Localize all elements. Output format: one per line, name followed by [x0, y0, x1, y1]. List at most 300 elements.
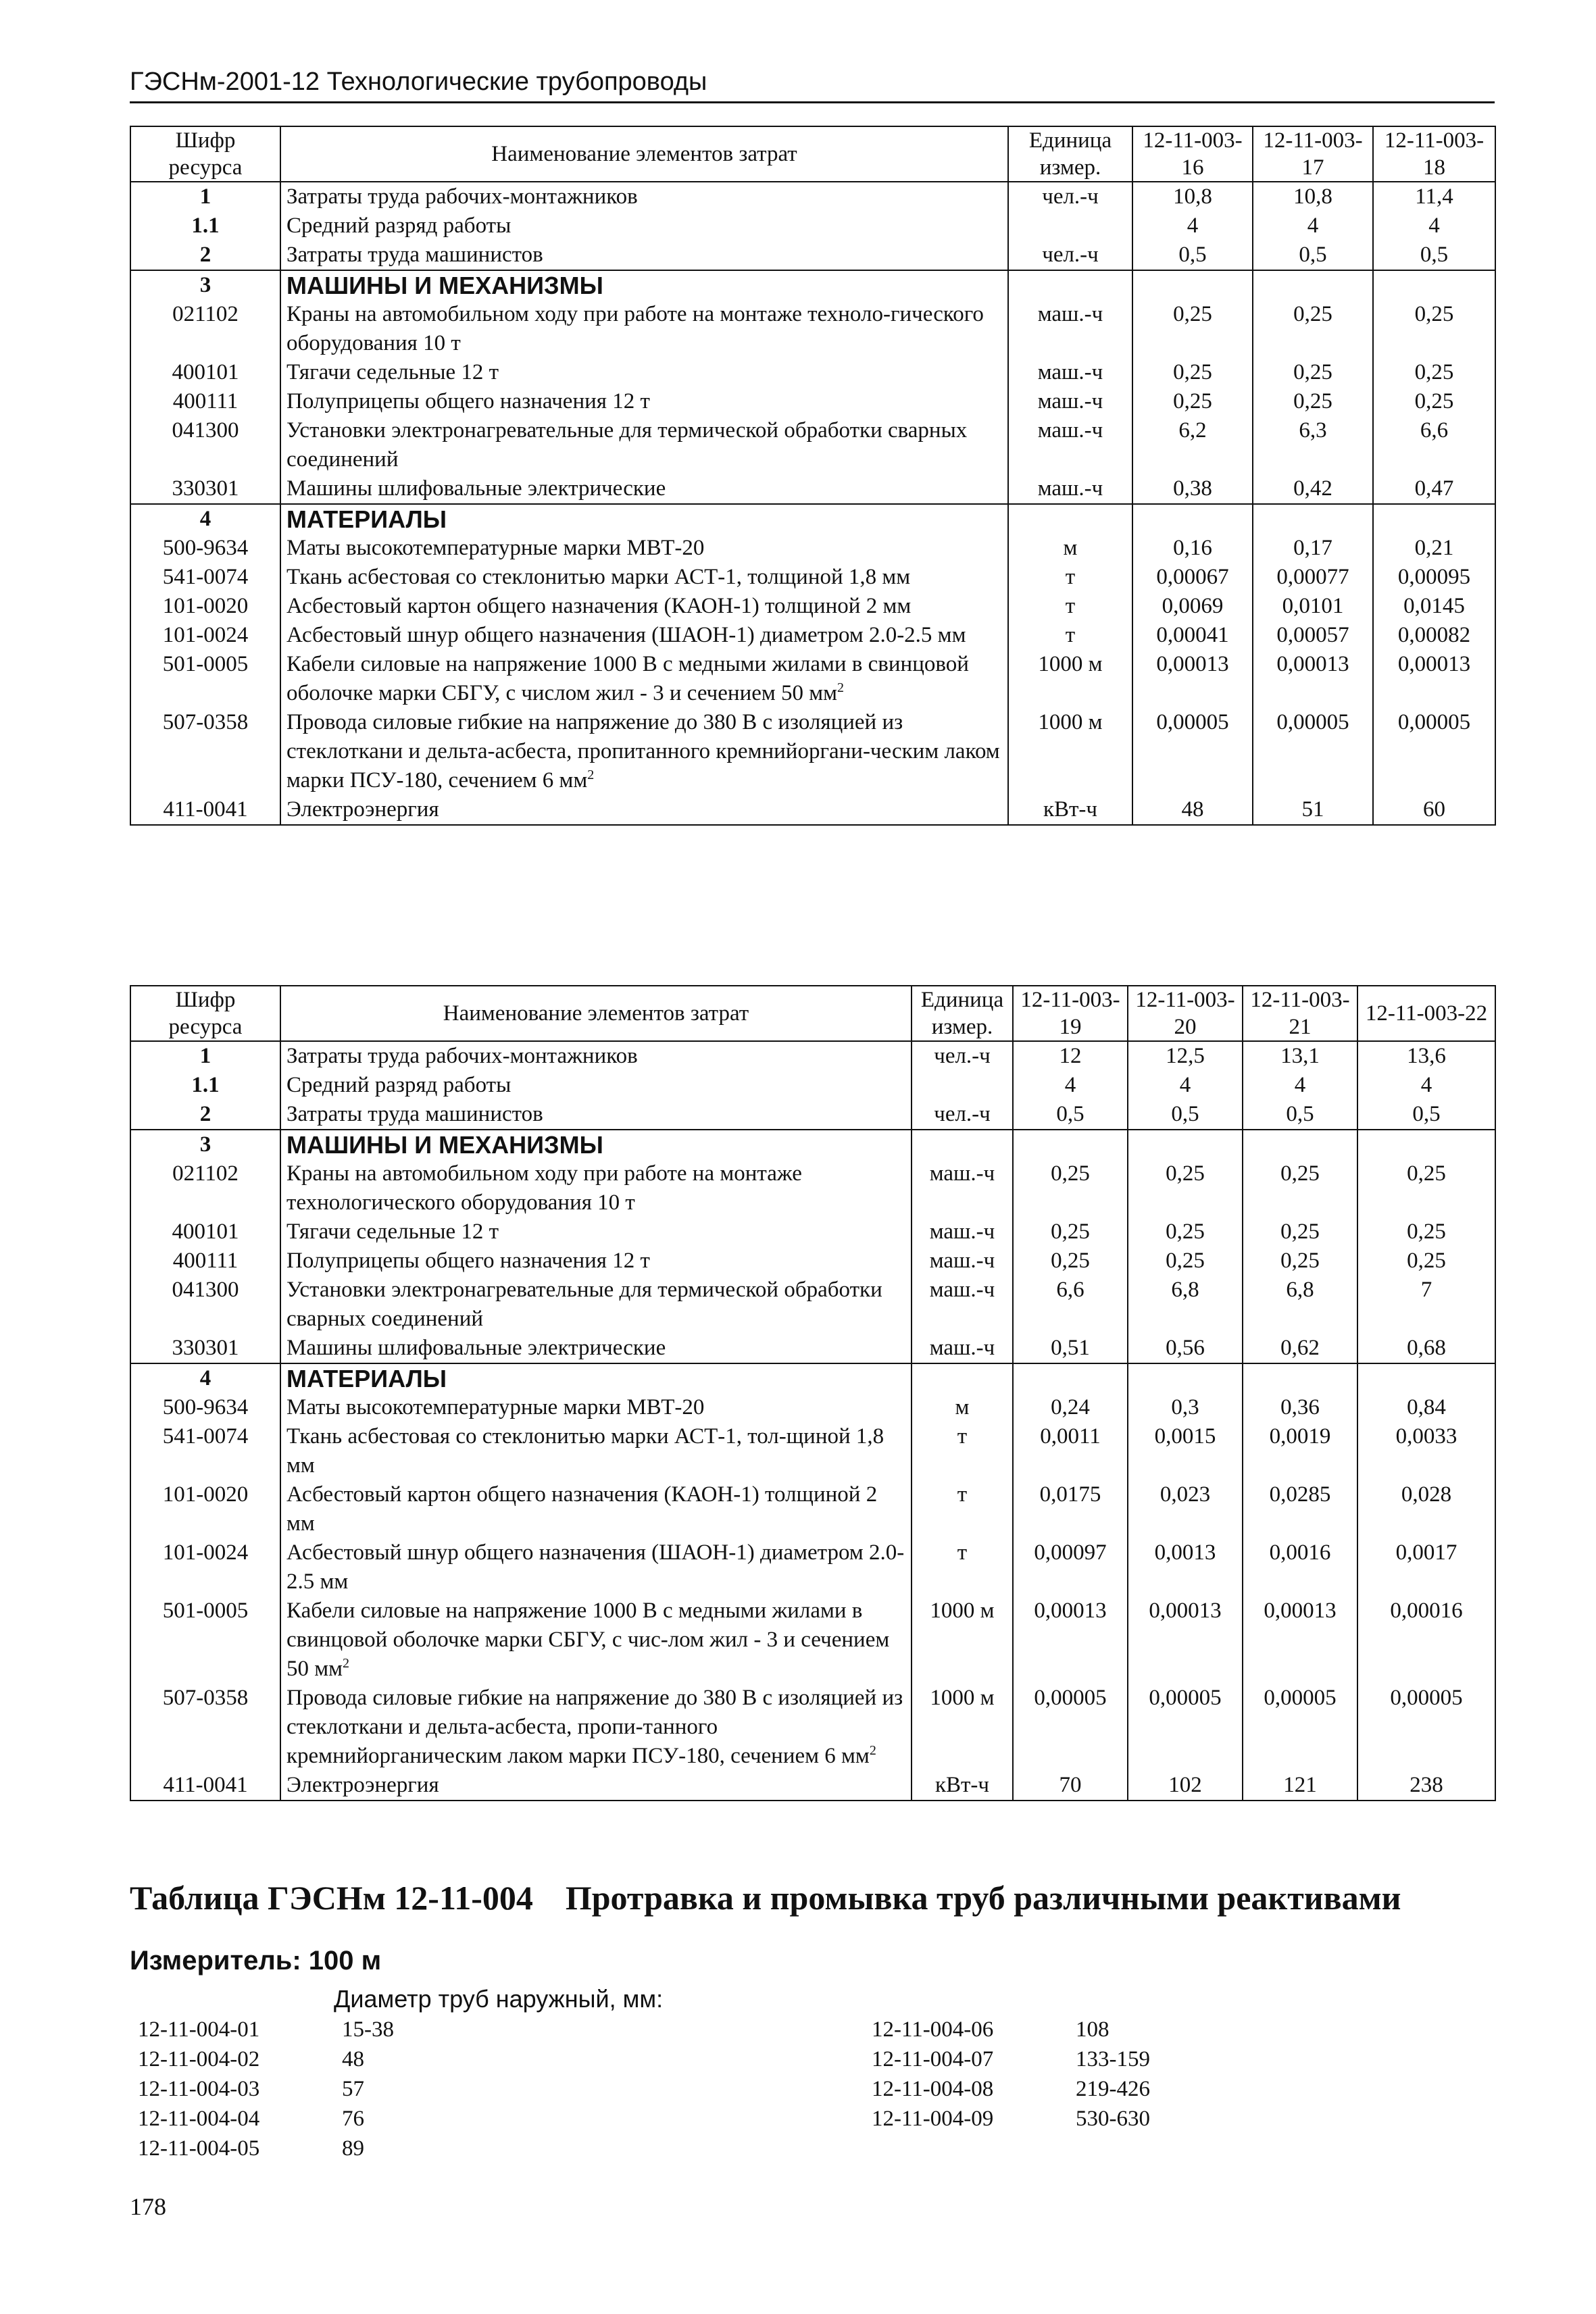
value-cell — [1253, 270, 1373, 300]
item-code: 12-11-004-09 — [872, 2107, 994, 2131]
value-cell: 0,25 — [1013, 1247, 1128, 1276]
resource-name-text: Затраты труда машинистов — [286, 1102, 543, 1126]
unit-cell — [1008, 270, 1132, 300]
value-cell — [1357, 1130, 1495, 1159]
unit-cell — [912, 1130, 1013, 1159]
item-code: 12-11-004-08 — [872, 2077, 994, 2101]
resource-code: 041300 — [130, 416, 280, 474]
value-cell: 4 — [1373, 211, 1495, 241]
unit-cell: маш.-ч — [1008, 416, 1132, 474]
table-row — [130, 1217, 1495, 1247]
resource-name-text: Машины шлифовальные электрические — [286, 1336, 666, 1360]
resource-name-text: Ткань асбестовая со стеклонитью марки АСТ-1, толщиной 1,8 мм — [286, 565, 911, 589]
table-row — [130, 504, 1495, 534]
value-cell: 6,2 — [1132, 416, 1253, 474]
resource-name — [280, 621, 1008, 650]
unit-cell: т — [912, 1480, 1013, 1538]
resource-name-text: Краны на автомобильном ходу при работе на монтаже технологического оборудования 10 т — [286, 1161, 802, 1215]
header-rule — [130, 101, 1495, 103]
value-cell: 4 — [1357, 1071, 1495, 1100]
table-row — [130, 474, 1495, 504]
value-cell: 0,0069 — [1132, 592, 1253, 621]
value-cell: 12 — [1013, 1041, 1128, 1071]
resource-name-text: Затраты труда рабочих-монтажников — [286, 184, 638, 209]
value-cell: 0,25 — [1132, 387, 1253, 416]
unit-cell: маш.-ч — [912, 1334, 1013, 1363]
superscript: 2 — [343, 1656, 350, 1671]
resource-name-text: Асбестовый картон общего назначения (КАОН-1) толщиной 2 мм — [286, 594, 912, 618]
item-code: 12-11-004-04 — [138, 2107, 260, 2131]
value-cell: 0,00077 — [1253, 563, 1373, 592]
value-cell: 48 — [1132, 795, 1253, 825]
resource-code: 330301 — [130, 1334, 280, 1363]
resource-name-text: Маты высокотемпературные марки МВТ-20 — [286, 1395, 705, 1419]
resource-name-text: Затраты труда рабочих-монтажников — [286, 1044, 638, 1068]
value-cell: 4 — [1013, 1071, 1128, 1100]
value-cell: 0,62 — [1243, 1334, 1357, 1363]
value-cell: 11,4 — [1373, 182, 1495, 211]
unit-cell: кВт-ч — [1008, 795, 1132, 825]
unit-cell: т — [1008, 621, 1132, 650]
table-row — [130, 1684, 1495, 1771]
value-cell: 0,5 — [1013, 1100, 1128, 1130]
value-cell: 0,00005 — [1013, 1684, 1128, 1771]
table-body — [130, 182, 1495, 825]
resource-name — [280, 534, 1008, 563]
item-code: 12-11-004-05 — [138, 2136, 260, 2161]
value-cell — [1128, 1130, 1243, 1159]
table-row — [130, 1334, 1495, 1363]
resource-code: 507-0358 — [130, 708, 280, 795]
value-cell: 0,0015 — [1128, 1422, 1243, 1480]
resource-name — [280, 1480, 912, 1538]
resource-code: 541-0074 — [130, 563, 280, 592]
value-cell: 60 — [1373, 795, 1495, 825]
item-value: 57 — [342, 2077, 364, 2101]
section-title — [130, 1878, 1401, 1917]
header-col: 12-11-003-17 — [1253, 126, 1373, 182]
value-cell: 0,5 — [1253, 241, 1373, 270]
resource-name-text: Кабели силовые на напряжение 1000 В с медными жилами в свинцовой оболочке марки СБГУ, с числом жил - 3 и сечением 50 мм — [286, 652, 969, 705]
resource-name — [280, 182, 1008, 211]
value-cell — [1132, 270, 1253, 300]
unit-cell — [912, 1071, 1013, 1100]
table-row — [130, 563, 1495, 592]
item-code: 12-11-004-06 — [872, 2017, 994, 2042]
resource-name-text: Установки электронагревательные для термической обработки сварных соединений — [286, 1278, 882, 1331]
resource-table-1 — [130, 126, 1496, 826]
value-cell: 4 — [1132, 211, 1253, 241]
value-cell: 51 — [1253, 795, 1373, 825]
resource-name-text: Установки электронагревательные для термической обработки сварных соединений — [286, 418, 968, 472]
resource-name — [280, 1771, 912, 1801]
value-cell: 0,25 — [1373, 300, 1495, 358]
resource-name — [280, 1538, 912, 1596]
resource-name-text: Асбестовый шнур общего назначения (ШАОН-1) диаметром 2.0-2.5 мм — [286, 1540, 905, 1594]
value-cell: 0,56 — [1128, 1334, 1243, 1363]
unit-cell: чел.-ч — [1008, 241, 1132, 270]
resource-name — [280, 1159, 912, 1217]
table-row — [130, 592, 1495, 621]
value-cell: 0,25 — [1243, 1217, 1357, 1247]
resource-name-text: Тягачи седельные 12 т — [286, 360, 499, 384]
table-row — [130, 1363, 1495, 1393]
unit-cell — [1008, 211, 1132, 241]
resource-code: 330301 — [130, 474, 280, 504]
header-code: Шифр ресурса — [130, 986, 280, 1041]
resource-name — [280, 300, 1008, 358]
resource-code: 400111 — [130, 387, 280, 416]
page-number: 178 — [130, 2193, 166, 2220]
value-cell: 0,25 — [1373, 358, 1495, 387]
value-cell: 10,8 — [1253, 182, 1373, 211]
diameter-label: Диаметр труб наружный, мм: — [334, 1985, 664, 2013]
table-row — [130, 1480, 1495, 1538]
item-value: 48 — [342, 2047, 364, 2071]
resource-name-text: Асбестовый шнур общего назначения (ШАОН-1) диаметром 2.0-2.5 мм — [286, 623, 966, 647]
resource-name — [280, 1422, 912, 1480]
value-cell: 0,00067 — [1132, 563, 1253, 592]
list-item — [138, 2015, 394, 2044]
resource-code: 501-0005 — [130, 650, 280, 708]
value-cell: 238 — [1357, 1771, 1495, 1801]
value-cell: 0,5 — [1132, 241, 1253, 270]
resource-name — [280, 1041, 912, 1071]
resource-code: 101-0024 — [130, 621, 280, 650]
value-cell: 0,84 — [1357, 1393, 1495, 1422]
header-unit: Единица измер. — [912, 986, 1013, 1041]
header-col: 12-11-003-18 — [1373, 126, 1495, 182]
value-cell — [1132, 504, 1253, 534]
resource-code: 1.1 — [130, 1071, 280, 1100]
section-description: Протравка и промывка труб различными реактивами — [565, 1879, 1401, 1917]
unit-cell: маш.-ч — [912, 1217, 1013, 1247]
header-unit: Единица измер. — [1008, 126, 1132, 182]
value-cell: 0,0101 — [1253, 592, 1373, 621]
item-value: 15-38 — [342, 2017, 394, 2042]
item-code: 12-11-004-02 — [138, 2047, 260, 2071]
resource-name — [280, 241, 1008, 270]
value-cell: 0,00041 — [1132, 621, 1253, 650]
resource-code: 1 — [130, 1041, 280, 1071]
resource-name — [280, 358, 1008, 387]
value-cell — [1357, 1363, 1495, 1393]
value-cell: 0,25 — [1357, 1247, 1495, 1276]
resource-name — [280, 592, 1008, 621]
resource-code: 541-0074 — [130, 1422, 280, 1480]
value-cell: 0,0019 — [1243, 1422, 1357, 1480]
value-cell: 0,51 — [1013, 1334, 1128, 1363]
item-code: 12-11-004-01 — [138, 2017, 260, 2042]
value-cell: 0,00095 — [1373, 563, 1495, 592]
resource-name — [280, 708, 1008, 795]
table-row — [130, 1071, 1495, 1100]
resource-name — [280, 270, 1008, 300]
value-cell: 6,6 — [1373, 416, 1495, 474]
value-cell: 0,21 — [1373, 534, 1495, 563]
resource-code: 021102 — [130, 300, 280, 358]
table-row — [130, 182, 1495, 211]
header-code: Шифр ресурса — [130, 126, 280, 182]
unit-cell — [912, 1363, 1013, 1393]
header-col: 12-11-003-19 — [1013, 986, 1128, 1041]
list-item — [138, 2074, 394, 2104]
value-cell: 0,0017 — [1357, 1538, 1495, 1596]
measure-unit: Измеритель: 100 м — [130, 1946, 382, 1976]
header-col: 12-11-003-16 — [1132, 126, 1253, 182]
value-cell: 0,25 — [1013, 1217, 1128, 1247]
value-cell: 70 — [1013, 1771, 1128, 1801]
resource-name — [280, 1071, 912, 1100]
unit-cell — [1008, 504, 1132, 534]
resource-name-text: Провода силовые гибкие на напряжение до 380 В с изоляцией из стеклоткани и дельта-асбеста, пропи-танного кремнийорганическим лаком марки ПСУ-180, сечением 6 мм — [286, 1686, 903, 1768]
table-row — [130, 708, 1495, 795]
resource-code: 101-0020 — [130, 592, 280, 621]
value-cell: 0,5 — [1357, 1100, 1495, 1130]
value-cell: 0,25 — [1373, 387, 1495, 416]
value-cell: 0,0013 — [1128, 1538, 1243, 1596]
resource-code: 3 — [130, 270, 280, 300]
table-row — [130, 1159, 1495, 1217]
resource-code: 021102 — [130, 1159, 280, 1217]
resource-name — [280, 563, 1008, 592]
value-cell: 10,8 — [1132, 182, 1253, 211]
table-row — [130, 1130, 1495, 1159]
item-code: 12-11-004-03 — [138, 2077, 260, 2101]
unit-cell: маш.-ч — [1008, 300, 1132, 358]
unit-cell: т — [912, 1422, 1013, 1480]
table-row — [130, 1422, 1495, 1480]
value-cell: 0,16 — [1132, 534, 1253, 563]
list-item — [872, 2074, 1150, 2104]
value-cell: 0,00005 — [1373, 708, 1495, 795]
list-item — [872, 2104, 1150, 2134]
resource-name — [280, 1217, 912, 1247]
value-cell: 0,5 — [1243, 1100, 1357, 1130]
resource-name — [280, 1363, 912, 1393]
value-cell: 0,00016 — [1357, 1596, 1495, 1684]
list-item — [872, 2044, 1150, 2074]
table-row — [130, 1041, 1495, 1071]
value-cell — [1243, 1130, 1357, 1159]
value-cell: 0,25 — [1128, 1159, 1243, 1217]
unit-cell: маш.-ч — [912, 1159, 1013, 1217]
list-item — [138, 2104, 394, 2134]
value-cell: 0,00013 — [1128, 1596, 1243, 1684]
value-cell: 0,25 — [1128, 1247, 1243, 1276]
resource-code: 400101 — [130, 1217, 280, 1247]
value-cell — [1243, 1363, 1357, 1393]
table-row — [130, 358, 1495, 387]
value-cell: 4 — [1253, 211, 1373, 241]
resource-code: 400111 — [130, 1247, 280, 1276]
table-row — [130, 270, 1495, 300]
value-cell: 7 — [1357, 1276, 1495, 1334]
unit-cell: т — [1008, 592, 1132, 621]
value-cell — [1013, 1130, 1128, 1159]
resource-code: 4 — [130, 1363, 280, 1393]
item-value: 108 — [1076, 2017, 1109, 2042]
resource-name — [280, 795, 1008, 825]
unit-cell: 1000 м — [1008, 650, 1132, 708]
resource-table-2 — [130, 985, 1496, 1801]
unit-cell: чел.-ч — [912, 1041, 1013, 1071]
value-cell: 13,1 — [1243, 1041, 1357, 1071]
value-cell: 0,00013 — [1243, 1596, 1357, 1684]
unit-cell: м — [912, 1393, 1013, 1422]
value-cell: 0,5 — [1128, 1100, 1243, 1130]
value-cell: 0,47 — [1373, 474, 1495, 504]
list-item — [138, 2134, 394, 2163]
value-cell — [1013, 1363, 1128, 1393]
resource-name-text: Ткань асбестовая со стеклонитью марки АСТ-1, тол-щиной 1,8 мм — [286, 1424, 884, 1478]
value-cell: 102 — [1128, 1771, 1243, 1801]
value-cell: 0,0011 — [1013, 1422, 1128, 1480]
table-row — [130, 1596, 1495, 1684]
resource-name-text: МАШИНЫ И МЕХАНИЗМЫ — [286, 272, 603, 299]
table-row — [130, 241, 1495, 270]
resource-name-text: Средний разряд работы — [286, 1073, 512, 1097]
value-cell: 0,5 — [1373, 241, 1495, 270]
value-cell: 0,00097 — [1013, 1538, 1128, 1596]
value-cell — [1253, 504, 1373, 534]
table-row — [130, 1247, 1495, 1276]
item-value: 219-426 — [1076, 2077, 1150, 2101]
value-cell: 4 — [1243, 1071, 1357, 1100]
table-row — [130, 1100, 1495, 1130]
resource-name-text: МАТЕРИАЛЫ — [286, 1365, 447, 1392]
resource-code: 2 — [130, 241, 280, 270]
resource-name — [280, 416, 1008, 474]
resource-name-text: Тягачи седельные 12 т — [286, 1219, 499, 1244]
unit-cell: маш.-ч — [912, 1247, 1013, 1276]
page-header: ГЭСНм-2001-12 Технологические трубопроводы — [130, 68, 707, 96]
value-cell: 0,25 — [1128, 1217, 1243, 1247]
value-cell: 0,24 — [1013, 1393, 1128, 1422]
value-cell — [1373, 270, 1495, 300]
resource-code: 041300 — [130, 1276, 280, 1334]
value-cell: 13,6 — [1357, 1041, 1495, 1071]
value-cell: 0,25 — [1132, 300, 1253, 358]
resource-code: 3 — [130, 1130, 280, 1159]
unit-cell: м — [1008, 534, 1132, 563]
value-cell: 0,0285 — [1243, 1480, 1357, 1538]
resource-code: 101-0024 — [130, 1538, 280, 1596]
value-cell: 0,68 — [1357, 1334, 1495, 1363]
table-row — [130, 1276, 1495, 1334]
value-cell: 0,00013 — [1013, 1596, 1128, 1684]
value-cell: 0,42 — [1253, 474, 1373, 504]
superscript: 2 — [869, 1743, 876, 1758]
value-cell: 0,3 — [1128, 1393, 1243, 1422]
resource-code: 1.1 — [130, 211, 280, 241]
table-row — [130, 1538, 1495, 1596]
resource-name-text: Электроэнергия — [286, 797, 439, 822]
item-value: 89 — [342, 2136, 364, 2161]
value-cell: 6,8 — [1128, 1276, 1243, 1334]
table-row — [130, 534, 1495, 563]
value-cell: 0,00005 — [1243, 1684, 1357, 1771]
resource-name-text: Машины шлифовальные электрические — [286, 476, 666, 501]
resource-name — [280, 1393, 912, 1422]
table-row — [130, 650, 1495, 708]
value-cell: 6,8 — [1243, 1276, 1357, 1334]
unit-cell: 1000 м — [912, 1684, 1013, 1771]
value-cell: 0,00005 — [1128, 1684, 1243, 1771]
header-col: 12-11-003-22 — [1357, 986, 1495, 1041]
resource-name-text: Кабели силовые на напряжение 1000 В с медными жилами в свинцовой оболочке марки СБГУ, с чис-лом жил - 3 и сечением 50 мм — [286, 1599, 890, 1681]
resource-code: 501-0005 — [130, 1596, 280, 1684]
value-cell: 0,023 — [1128, 1480, 1243, 1538]
value-cell: 0,25 — [1013, 1159, 1128, 1217]
table-row — [130, 300, 1495, 358]
value-cell: 0,0145 — [1373, 592, 1495, 621]
value-cell: 0,028 — [1357, 1480, 1495, 1538]
header-name: Наименование элементов затрат — [280, 986, 912, 1041]
resource-code: 507-0358 — [130, 1684, 280, 1771]
resource-name-text: Краны на автомобильном ходу при работе на монтаже техноло-гического оборудования 10 т — [286, 302, 984, 355]
resource-code: 500-9634 — [130, 1393, 280, 1422]
value-cell: 12,5 — [1128, 1041, 1243, 1071]
unit-cell: 1000 м — [912, 1596, 1013, 1684]
unit-cell: маш.-ч — [912, 1276, 1013, 1334]
resource-name — [280, 387, 1008, 416]
resource-code: 4 — [130, 504, 280, 534]
resource-name — [280, 1684, 912, 1771]
table-row — [130, 1771, 1495, 1801]
resource-name — [280, 1100, 912, 1130]
resource-name-text: МАТЕРИАЛЫ — [286, 505, 447, 533]
resource-name-text: Электроэнергия — [286, 1773, 439, 1797]
value-cell: 0,0175 — [1013, 1480, 1128, 1538]
value-cell: 0,25 — [1357, 1159, 1495, 1217]
value-cell: 0,17 — [1253, 534, 1373, 563]
value-cell: 0,00082 — [1373, 621, 1495, 650]
value-cell: 6,3 — [1253, 416, 1373, 474]
value-cell: 0,00057 — [1253, 621, 1373, 650]
value-cell: 0,25 — [1132, 358, 1253, 387]
unit-cell: маш.-ч — [1008, 474, 1132, 504]
resource-name-text: Средний разряд работы — [286, 213, 512, 238]
item-value: 133-159 — [1076, 2047, 1150, 2071]
header-col: 12-11-003-20 — [1128, 986, 1243, 1041]
resource-name — [280, 650, 1008, 708]
value-cell: 0,25 — [1357, 1217, 1495, 1247]
resource-name — [280, 504, 1008, 534]
resource-name-text: Маты высокотемпературные марки МВТ-20 — [286, 536, 705, 560]
unit-cell: 1000 м — [1008, 708, 1132, 795]
header-col: 12-11-003-21 — [1243, 986, 1357, 1041]
unit-cell: кВт-ч — [912, 1771, 1013, 1801]
header-name: Наименование элементов затрат — [280, 126, 1008, 182]
value-cell: 0,25 — [1253, 300, 1373, 358]
list-item — [872, 2015, 1150, 2044]
resource-name-text: Асбестовый картон общего назначения (КАОН-1) толщиной 2 мм — [286, 1482, 878, 1536]
table-row — [130, 211, 1495, 241]
value-cell: 121 — [1243, 1771, 1357, 1801]
table-row — [130, 621, 1495, 650]
superscript: 2 — [837, 680, 845, 695]
value-cell: 4 — [1128, 1071, 1243, 1100]
value-cell: 0,36 — [1243, 1393, 1357, 1422]
resource-name — [280, 211, 1008, 241]
value-cell: 0,0016 — [1243, 1538, 1357, 1596]
table-body — [130, 1041, 1495, 1801]
resource-code: 1 — [130, 182, 280, 211]
resource-code: 2 — [130, 1100, 280, 1130]
value-cell — [1373, 504, 1495, 534]
value-cell: 0,38 — [1132, 474, 1253, 504]
